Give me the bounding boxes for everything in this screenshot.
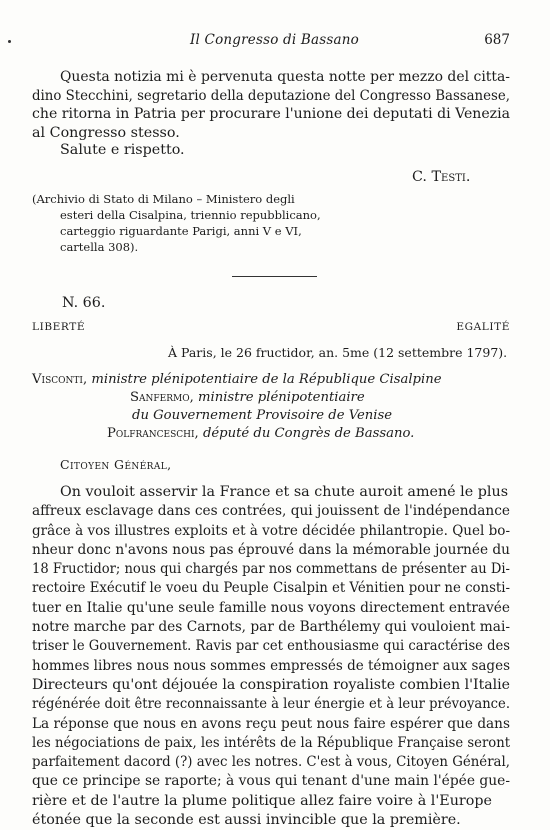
salutation: Citoyen Général, (60, 457, 172, 472)
body-line: nheur donc n'avons nous pas éprouvé dans la mémorable journée du (32, 541, 511, 558)
page-number: 687 (484, 32, 510, 48)
addressee-government (132, 408, 392, 423)
archive-line: carteggio riguardante Parigi, anni V e VI, (60, 224, 302, 238)
dateline: À Paris, le 26 fructidor, an. 5me (12 settembre 1797). (168, 345, 508, 360)
text-line: al Congresso stesso. (32, 124, 180, 141)
body-line: notre marche par des Carnots, par de Barthélemy qui vouloient mai- (32, 619, 510, 636)
letter-body (32, 483, 510, 830)
signature (412, 169, 470, 185)
body-line: La réponse que nous en avons reçu peut nous faire espérer que dans (32, 715, 510, 732)
motto-left: LIBERTÉ (32, 321, 86, 333)
body-line: parfaitement dacord (?) avec les notres. C'est à vous, Citoyen Général, (32, 754, 510, 771)
body-line: triser le Gouvernement. Ravis par cet enthousiasme qui caractérise des (32, 638, 510, 655)
archive-line: (Archivio di Stato di Milano – Ministero degli (32, 192, 295, 206)
body-line: grâce à vos illustres exploits et à votre décidée philantropie. Quel bo- (32, 522, 511, 539)
addressee-name: Polfranceschi, (107, 426, 199, 441)
salute-line: Salute e rispetto. (60, 142, 185, 158)
archive-line: esteri della Cisalpina, triennio repubblicano, (60, 208, 321, 222)
addressee-role: ministre plénipotentiaire (198, 390, 365, 405)
body-line: les négociations de paix, les intérêts de la République Française seront (32, 734, 511, 751)
text-line: dino Stecchini, segretario della deputazione del Congresso Bassanese, (32, 87, 510, 104)
body-line: hommes libres nous nous sommes empressés de témoigner aux sages (32, 657, 511, 674)
body-line: tuer en Italie qu'une seule famille nous voyons directement entravée (32, 599, 510, 616)
body-line: affreux esclavage dans ces contrées, qui jouissent de l'indépendance (32, 503, 511, 520)
addressee-role: député du Congrès de Bassano. (202, 426, 415, 441)
body-line: rectoire Exécutif le voeu du Peuple Cisalpin et Vénitien pour ne consti- (32, 580, 511, 597)
letter-closing-paragraph (32, 68, 510, 142)
addressee-polfranceschi (107, 426, 414, 441)
archive-line: cartella 308). (60, 240, 139, 254)
addressee-role: du Gouvernement Provisoire de Venise (132, 408, 393, 423)
margin-dot (8, 40, 11, 43)
signature-text: C. Testi. (412, 169, 471, 185)
section-divider (232, 276, 317, 277)
body-line: étonée que la seconde est aussi invincible que la première. (32, 812, 461, 829)
text-line: che ritorna in Patria per procurare l'unione dei deputati di Venezia (32, 106, 510, 122)
body-line: Directeurs qu'ont déjouée la conspiration royaliste combien l'Italie (32, 676, 510, 693)
addressee-sanfermo (130, 390, 365, 405)
body-line: 18 Fructidor; nous qui chargés par nos commettans de présenter au Di- (32, 561, 510, 578)
document-number: N. 66. (62, 295, 106, 311)
text-line: Questa notizia mi è pervenuta questa notte per mezzo del citta- (60, 69, 511, 85)
running-header (0, 32, 550, 50)
addressee-name: Visconti, (32, 372, 88, 387)
body-line: régénérée doit être reconnaissante à leur énergie et à leur prévoyance. (32, 696, 511, 713)
motto-right: EGALITÉ (456, 321, 510, 333)
addressee-visconti (32, 372, 442, 387)
archive-reference (32, 191, 332, 255)
body-line: On vouloit asservir la France et sa chute auroit amené le plus (60, 484, 509, 500)
addressee-name: Sanfermo, (130, 390, 194, 405)
running-title: Il Congresso di Bassano (190, 32, 359, 48)
addressee-role: ministre plénipotentiaire de la République Cisalpine (91, 372, 442, 387)
body-line: que ce principe se raporte; à vous qui tenant d'une main l'épée gue- (32, 773, 511, 790)
body-line: rière et de l'autre la plume politique allez faire voire à l'Europe (32, 792, 492, 809)
